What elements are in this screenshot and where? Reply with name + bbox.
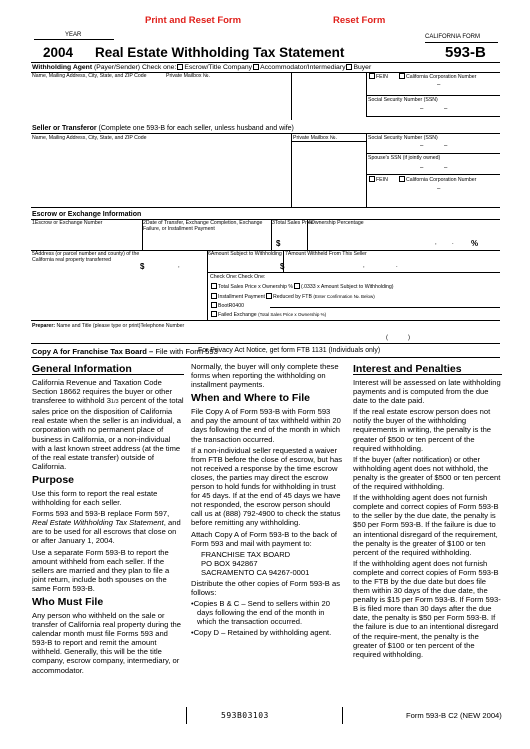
copy-a-line: Copy A for Franchise Tax Board – File with Form 593 — [32, 347, 218, 356]
accommodator-checkbox[interactable] — [253, 64, 259, 70]
ownership-dot: . — [452, 240, 454, 246]
amount-withheld-dollar: $ — [280, 262, 285, 271]
escrow-title-checkbox[interactable] — [177, 64, 183, 70]
seller-fein-dash: – — [437, 186, 441, 192]
reduced-ftb-checkbox[interactable] — [266, 293, 272, 299]
agent-ssn-dash2: – — [444, 106, 448, 112]
penalty-text-3: If the buyer (after notification) or other withholding agent does not withhold, the penalty is the greater of $500 or ten percent of the required withholding. — [353, 454, 501, 492]
privacy-notice: For Privacy Act Notice, get form FTB 1131 (Individuals only) — [198, 347, 381, 354]
spouse-ssn-label: Spouse's SSN (if jointly owned) — [368, 155, 441, 161]
opt-total-sales: Total Sales Price x Ownership % (.0333 x Amount Subject to Withholding) — [210, 283, 394, 290]
preparer-label: Preparer: Name and Title (please type or print)Telephone Number — [32, 323, 185, 329]
who-must-file-text: Any person who withheld on the sale or transfer of California real property during the calendar month must file Forms 593 and 593-B to report and remit the amount withheld. Generally, this will be the title company, escrow company, intermediary, or accommodator. — [32, 610, 181, 675]
purpose-heading: Purpose — [32, 473, 75, 486]
transfer-date-label: 2Date of Transfer, Exchange Completion, Exchange Failure, or Installment Payment — [143, 220, 263, 232]
reset-form-button[interactable]: Reset Form — [333, 15, 386, 26]
penalty-text-5: If the withholding agent does not furnish complete and correct copies of Form 593-B to the FTB by the due date but does file them within 30 days of the due date, the penalty is $15 per Form 593-B. If Form 593-B is filed more than 30 days after the due date, the penalty is $50 per Form 593-B. If the failure is due to an intentional disregard of the require-ment, the penalty is the greater of $100 or ten percent of the required withholding. — [353, 558, 501, 659]
agent-corp-label: California Corporation Number — [398, 73, 476, 80]
ownership-comma: , — [435, 240, 437, 246]
mailing-address: FRANCHISE TAX BOARD PO BOX 942867 SACRAMENTO CA 94267-0001 — [201, 549, 310, 577]
boot-checkbox[interactable] — [211, 302, 217, 308]
opt-failed-exchange: Failed Exchange (Total Sales Price x Ownership %) — [210, 311, 326, 318]
ownership-pct-label: 4Ownership Percentage — [308, 220, 364, 226]
when-where-text-2: If a non-individual seller requested a waiver from FTB before the close of escrow, but has not received a response by the time escrow closes, the parties may direct the escrow person to hold funds for withholding in trust for 45 days. If at the end of 45 days we have not responded, the escrow person should call us at (888) 792-4900 to check the status before remitting any withholding. — [191, 445, 343, 528]
escrow-number-label: 1Escrow or Exchange Number — [32, 220, 103, 226]
print-and-reset-button[interactable]: Print and Reset Form — [145, 15, 242, 26]
penalty-text-4: If the withholding agent does not furnish complete and correct copies of Form 593-B to the seller by the due date, the penalty is $50 per Form 593-B. If the failure is due to an intentional disregard of the requirement, the penalty is the greater of $100 or ten percent of the required withholding. — [353, 493, 499, 557]
barcode-number: 593B03103 — [221, 711, 269, 720]
agent-ssn-label: Social Security Number (SSN) — [368, 97, 438, 103]
amount-subject-dollar: $ — [140, 262, 145, 271]
buyer-note-text: Normally, the buyer will only complete these forms when reporting the withholding on installment payments. — [191, 362, 339, 390]
agent-pmb-label: Private Mailbox №. — [166, 73, 210, 79]
installment-checkbox[interactable] — [211, 293, 217, 299]
california-form-label: CALIFORNIA FORM — [425, 34, 481, 40]
preparer-paren-close: ) — [408, 335, 410, 341]
who-must-file-heading: Who Must File — [32, 595, 104, 608]
agent-fein-dash: – — [437, 82, 441, 88]
total-sales-price-label: 3Total Sales Price — [272, 220, 314, 226]
interest-penalties-heading: Interest and Penalties — [353, 363, 462, 375]
penalty-text-1: Interest will be assessed on late withholding payments and is computed from the due date to the date paid. — [353, 378, 501, 406]
property-address-label: 5Address (or parcel number and county) of the California real property transferred — [32, 251, 140, 263]
seller-heading: Seller or Transferor (Complete one 593-B for each seller, unless husband and wife) — [32, 125, 294, 132]
instructions-col-3 — [353, 360, 502, 661]
copies-bc-text: •Copies B & C – Send to sellers within 20 days following the end of the month in which the transaction occurred. — [191, 599, 330, 627]
agent-fein-label: FEIN — [368, 73, 388, 80]
seller-ssn-dash2: – — [444, 143, 448, 149]
agent-corp-checkbox[interactable] — [399, 73, 405, 79]
check-one-label-1: Check One: — [210, 274, 238, 280]
year-label: YEAR — [65, 32, 82, 38]
withholding-agent-heading: Withholding Agent (Payer/Sender) Check one: Escrow/Title Company Accommodator/Intermediary Buyer — [32, 64, 372, 71]
failed-exchange-checkbox[interactable] — [211, 311, 217, 317]
form-footer: Form 593-B C2 (NEW 2004) — [406, 711, 502, 720]
agent-fein-checkbox[interactable] — [369, 73, 375, 79]
seller-corp-checkbox[interactable] — [399, 176, 405, 182]
seller-ssn-label: Social Security Number (SSN) — [368, 135, 438, 141]
general-info-heading: General Information — [32, 363, 132, 375]
preparer-paren-open: ( — [386, 335, 388, 341]
agent-name-address-label: Name, Mailing Address, City, State, and ZIP Code — [32, 73, 147, 79]
spouse-ssn-dash2: – — [444, 165, 448, 171]
tax-year: 2004 — [43, 45, 74, 60]
seller-pmb-label: Private Mailbox №. — [293, 135, 337, 141]
seller-name-address-label: Name, Mailing Address, City, State, and ZIP Code — [32, 135, 147, 141]
spouse-ssn-dash1: – — [420, 165, 424, 171]
copy-d-text: •Copy D – Retained by withholding agent. — [191, 628, 332, 638]
distribute-text: Distribute the other copies of Form 593-B as follows: — [191, 578, 340, 598]
buyer-checkbox[interactable] — [346, 64, 352, 70]
rate-checkbox[interactable] — [294, 283, 300, 289]
instructions-col-2 — [191, 362, 343, 640]
penalty-text-2: If the real estate escrow person does not notify the buyer of the withholding requirements in writing, the penalty is the greater of $500 or ten percent of the required withholding. — [353, 407, 492, 453]
ownership-pct-sign: % — [471, 239, 479, 248]
amount-subject-label: 6Amount Subject to Withholding — [208, 251, 282, 257]
when-where-heading: When and Where to File — [191, 392, 311, 405]
seller-fein-checkbox[interactable] — [369, 176, 375, 182]
purpose-text-3: Use a separate Form 593-B to report the amount withheld from each seller. If the sellers are married and they plan to file a joint return, include both spouses on the same Form 593-B. — [32, 547, 170, 593]
form-title: Real Estate Withholding Tax Statement — [95, 45, 345, 60]
sales-price-dollar: $ — [276, 239, 281, 248]
amount-withheld-dot: . — [396, 263, 398, 269]
opt-installment: Installment Payment Reduced by FTB (Enter Confirmation №. Below) — [210, 293, 375, 300]
form-number: 593-B — [445, 44, 486, 61]
purpose-text-1: Use this form to report the real estate withholding for each seller. — [32, 488, 158, 508]
seller-fein-label: FEIN — [368, 176, 388, 183]
when-where-text-1: File Copy A of Form 593-B with Form 593 and pay the amount of tax withheld within 20 days following the end of the month in which the transaction occurred. — [191, 407, 341, 444]
amount-withheld-comma: , — [363, 263, 365, 269]
purpose-text-2: Forms 593 and 593-B replace Form 597, Real Estate Withholding Tax Statement, and are to be used for all escrows that close on or after January 1, 2004. — [32, 509, 181, 546]
amount-subject-comma: , — [178, 263, 180, 269]
instructions-col-1 — [32, 360, 184, 677]
general-info-text: California Revenue and Taxation Code Section 18662 requires the buyer or other transferee to withhold 31/3 percent of the total sales price on the disposition of California real estate when the seller is an individual, a corporation with no permanent place of business in California, or a non-individual with a last known street address (at the time of the real estate transfer) outside of California. — [32, 378, 184, 471]
escrow-heading: Escrow or Exchange Information — [32, 211, 142, 218]
agent-ssn-dash1: – — [420, 106, 424, 112]
seller-corp-label: California Corporation Number — [398, 176, 476, 183]
seller-ssn-dash1: – — [420, 143, 424, 149]
amount-withheld-label: 7Amount Withheld From This Seller — [285, 251, 367, 257]
opt-boot: BootR0400 — [210, 302, 244, 309]
when-where-text-3: Attach Copy A of Form 593-B to the back of Form 593 and mail with payment to: — [191, 529, 338, 548]
check-one-label-2: Check One: — [238, 274, 266, 280]
total-sales-checkbox[interactable] — [211, 283, 217, 289]
